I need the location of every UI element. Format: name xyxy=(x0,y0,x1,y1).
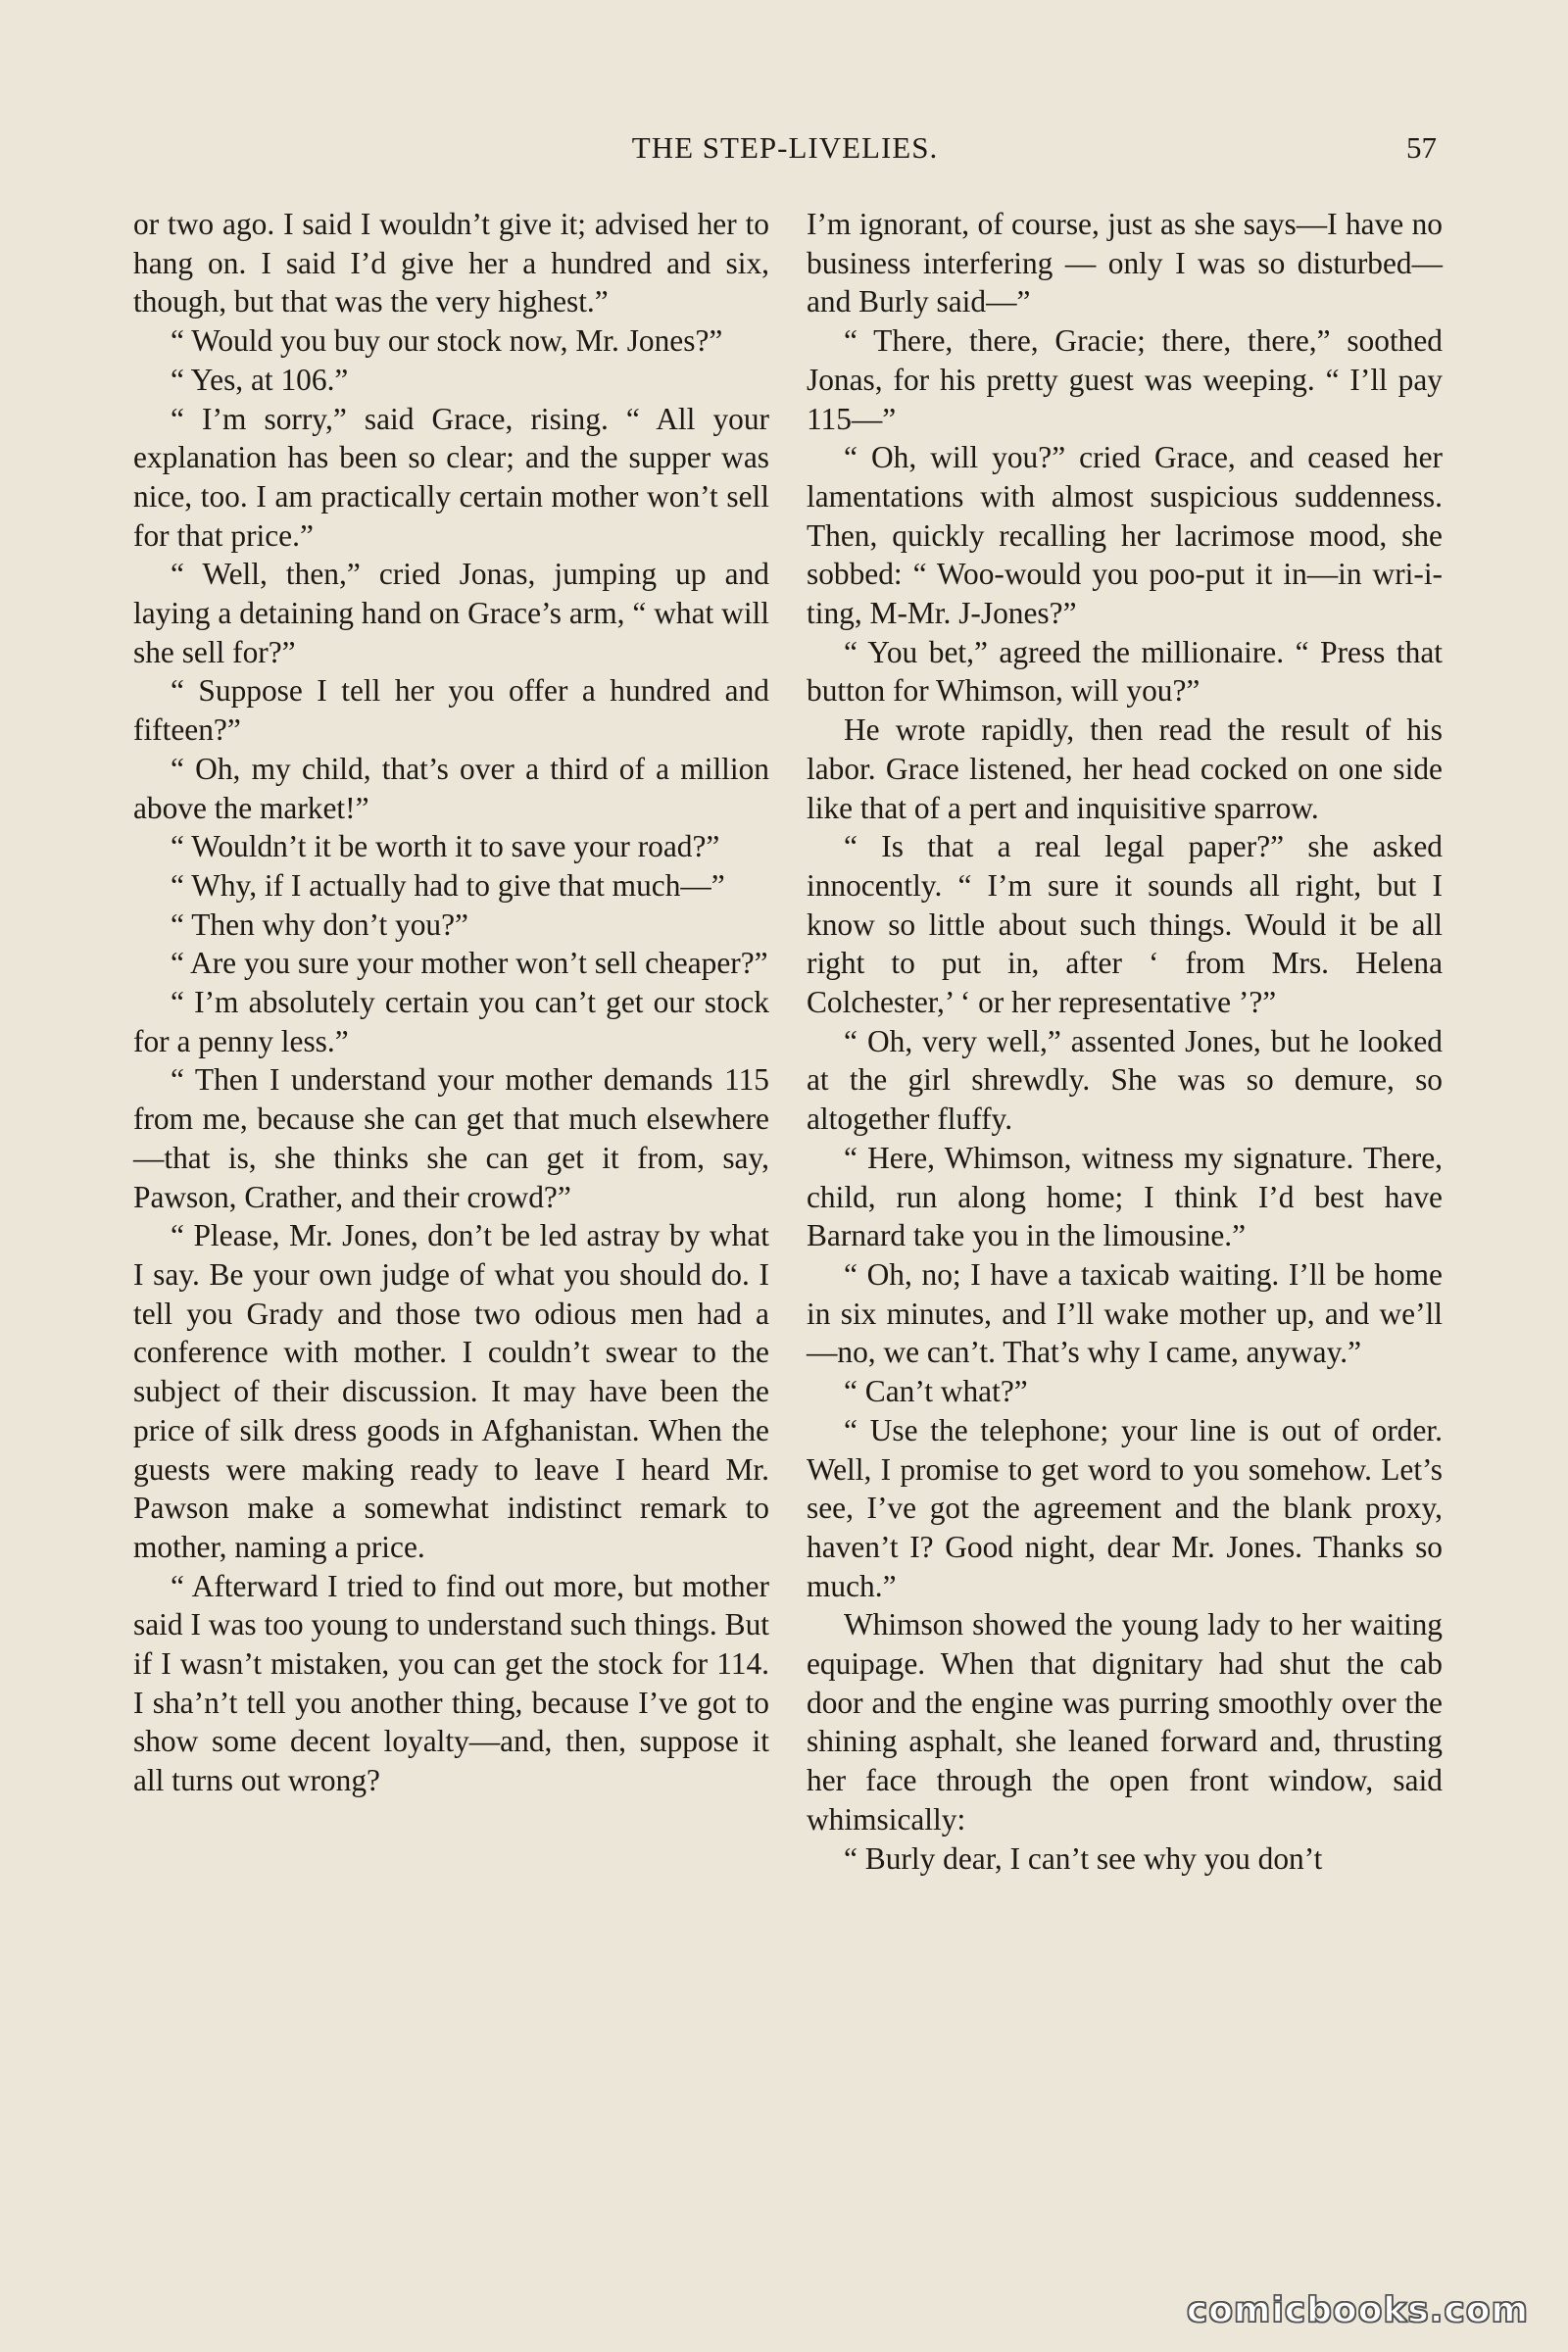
paragraph: “ Well, then,” cried Jonas, jumping up and laying a detaining hand on Grace’s arm, “ what will she sell for?” xyxy=(133,557,769,669)
left-text-column xyxy=(133,205,769,1800)
paragraph: He wrote rapidly, then read the result of his labor. Grace listened, her head cocked on one side like that of a pert and inquisitive sparrow. xyxy=(807,712,1443,825)
paragraph: “ Please, Mr. Jones, don’t be led astray by what I say. Be your own judge of what you should do. I tell you Grady and those two odious men had a conference with mother. I couldn’t swear to the subject of their discussion. It may have been the price of silk dress goods in Afghanistan. When the guests were making ready to leave I heard Mr. Pawson make a somewhat indistinct remark to mother, naming a price. xyxy=(133,1218,769,1564)
paragraph: “ Then I understand your mother demands 115 from me, because she can get that much elsewhere—that is, she thinks she can get it from, say, Pawson, Crather, and their crowd?” xyxy=(133,1062,769,1214)
paragraph: “ There, there, Gracie; there, there,” soothed Jonas, for his pretty guest was weeping. “ I’ll pay 115—” xyxy=(807,323,1443,436)
paragraph: Whimson showed the young lady to her waiting equipage. When that dignitary had shut the cab door and the engine was purring smoothly over the shining asphalt, she leaned forward and, thrusting her face through the open front window, said whimsically: xyxy=(807,1607,1443,1837)
paragraph: I’m ignorant, of course, just as she says—I have no business interfering — only I was so disturbed—and Burly said—” xyxy=(807,207,1443,319)
watermark-logo: comicbooks.com xyxy=(1186,2290,1529,2330)
page-number: 57 xyxy=(1406,130,1437,165)
paragraph: “ Why, if I actually had to give that much—” xyxy=(171,867,725,903)
paragraph: “ Oh, very well,” assented Jones, but he looked at the girl shrewdly. She was so demure, so altogether fluffy. xyxy=(807,1023,1443,1137)
paragraph: “ Wouldn’t it be worth it to save your road?” xyxy=(171,829,720,864)
paragraph: “ Would you buy our stock now, Mr. Jones?” xyxy=(171,323,723,359)
paragraph: “ Yes, at 106.” xyxy=(171,362,349,397)
right-text-column xyxy=(807,205,1443,1878)
paragraph: “ Oh, will you?” cried Grace, and ceased her lamentations with almost suspicious suddenness. Then, quickly recalling her lacrimose mood, she sobbed: “ Woo-would you poo-put it in—in wri-i-ting, M-Mr. J-Jones?” xyxy=(807,440,1443,631)
paragraph: “ I’m sorry,” said Grace, rising. “ All your explanation has been so clear; and the supper was nice, too. I am practically certain mother won’t sell for that price.” xyxy=(133,401,769,553)
paragraph: “ Oh, no; I have a taxicab waiting. I’ll be home in six minutes, and I’ll wake mother up, and we’ll—no, we can’t. That’s why I came, anyway.” xyxy=(807,1256,1443,1370)
paragraph: “ Is that a real legal paper?” she asked innocently. “ I’m sure it sounds all right, but I know so little about such things. Would it be all right to put in, after ‘ from Mrs. Helena Colchester,’ ‘ or her representative ’?” xyxy=(807,829,1443,1020)
paragraph: “ Use the telephone; your line is out of order. Well, I promise to get word to you somehow. Let’s see, I’ve got the agreement and the blank proxy, haven’t I? Good night, dear Mr. Jones. Thanks so much.” xyxy=(807,1412,1443,1603)
paragraph: “ Oh, my child, that’s over a third of a million above the market!” xyxy=(133,751,769,825)
paragraph: or two ago. I said I wouldn’t give it; advised her to hang on. I said I’d give her a hundred and six, though, but that was the very highest.” xyxy=(133,207,769,319)
running-title: THE STEP-LIVELIES. xyxy=(631,130,939,165)
paragraph: “ Burly dear, I can’t see why you don’t xyxy=(844,1840,1323,1876)
paragraph: “ Then why don’t you?” xyxy=(171,906,468,942)
paragraph: “ Suppose I tell her you offer a hundred and fifteen?” xyxy=(133,673,769,748)
paragraph: “ Can’t what?” xyxy=(844,1374,1028,1409)
paragraph: “ You bet,” agreed the millionaire. “ Press that button for Whimson, will you?” xyxy=(807,634,1443,709)
paragraph: “ Here, Whimson, witness my signature. There, child, run along home; I think I’d best have Barnard take you in the limousine.” xyxy=(807,1140,1443,1253)
page-header xyxy=(133,130,1437,170)
paragraph: “ Afterward I tried to find out more, but mother said I was too young to understand such things. But if I wasn’t mistaken, you can get the stock for 114. I sha’n’t tell you another thing, because I’ve got to show some decent loyalty—and, then, suppose it all turns out wrong? xyxy=(133,1568,769,1798)
paragraph: “ I’m absolutely certain you can’t get our stock for a penny less.” xyxy=(133,985,769,1058)
paragraph: “ Are you sure your mother won’t sell cheaper?” xyxy=(171,946,768,981)
